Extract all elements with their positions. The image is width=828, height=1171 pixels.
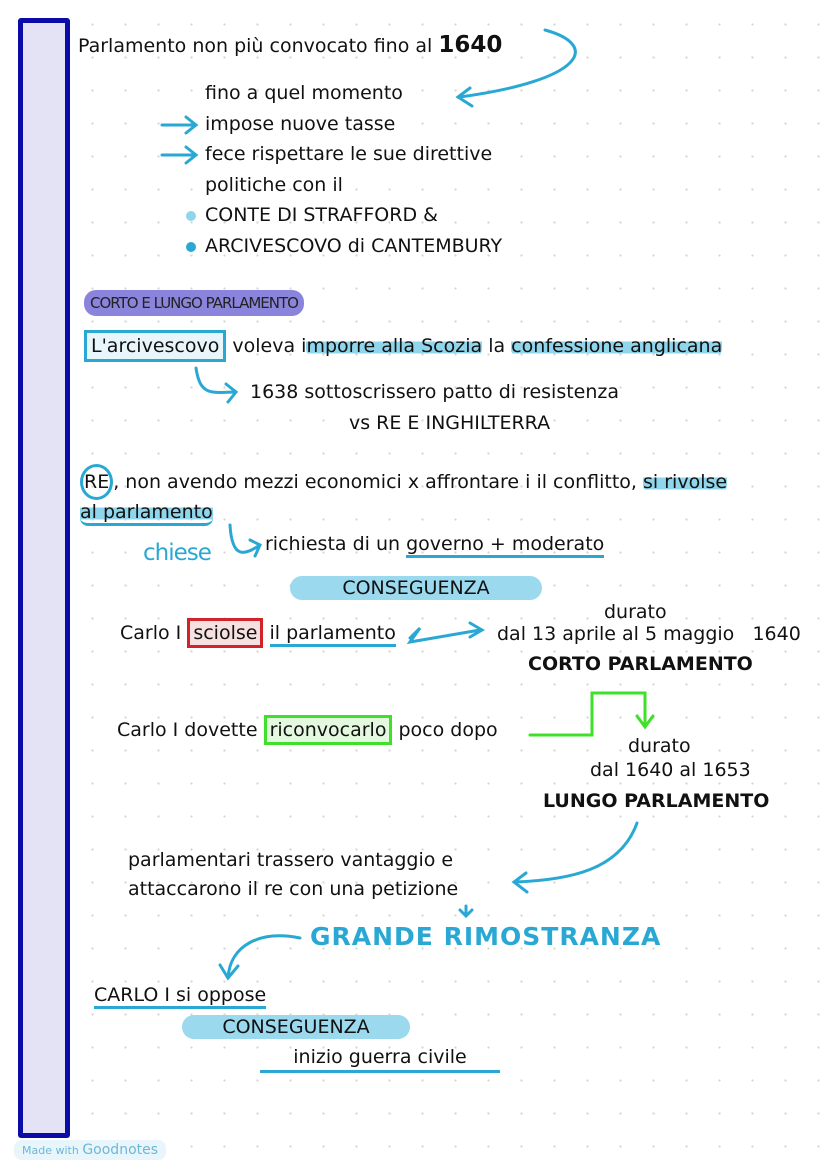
text-line: fino a quel momento xyxy=(205,82,403,104)
bullet-icon xyxy=(186,242,196,252)
text-line: Carlo I sciolse il parlamento xyxy=(120,620,396,646)
bullet-item: CONTE DI STRAFFORD & xyxy=(205,204,438,226)
arrow-icon xyxy=(162,147,196,163)
text-line: Parlamento non più convocato fino al 1640 xyxy=(78,32,503,58)
text-line: dal 13 aprile al 5 maggio 1640 xyxy=(497,623,801,645)
text-line: RE , non avendo mezzi economici x affrontare i il conflitto, si rivolse xyxy=(80,469,727,495)
conseguenza-label: CONSEGUENZA xyxy=(290,576,542,600)
arrow-chiese xyxy=(230,525,260,556)
text-line: Carlo I dovette riconvocarlo poco dopo xyxy=(117,717,498,743)
text-line: L'arcivescovo voleva imporre alla Scozia la confessione anglicana xyxy=(84,333,722,359)
goodnotes-watermark: Made with Goodnotes xyxy=(14,1140,166,1160)
handwritten-note: chiese xyxy=(143,540,211,566)
text-line: 1638 sottoscrissero patto di resistenza xyxy=(250,381,620,403)
bullet-item: ARCIVESCOVO di CANTEMBURY xyxy=(205,235,503,257)
text-line: attaccarono il re con una petizione xyxy=(128,878,459,900)
conseguenza-label: CONSEGUENZA xyxy=(182,1015,410,1039)
arrow-icon xyxy=(162,117,196,133)
bullet-icon xyxy=(186,211,196,221)
heading: GRANDE RIMOSTRANZA xyxy=(310,922,662,951)
heading: CORTO PARLAMENTO xyxy=(528,653,753,675)
curved-arrow-oppose xyxy=(220,936,300,978)
green-step-arrow xyxy=(530,693,653,735)
arrow-patto xyxy=(196,368,236,402)
text-line: inizio guerra civile xyxy=(260,1044,500,1073)
text-line: al parlamento xyxy=(80,499,213,525)
text-line: politiche con il xyxy=(205,174,343,196)
text-line: dal 1640 al 1653 xyxy=(590,759,751,781)
text-line: durato xyxy=(604,601,667,623)
zigzag-arrow xyxy=(410,623,482,642)
text-line: impose nuove tasse xyxy=(205,113,396,135)
curved-arrow-lungo xyxy=(514,823,637,892)
text-line: durato xyxy=(628,735,691,757)
text-line: richiesta di un governo + moderato xyxy=(265,531,604,557)
text-line: parlamentari trassero vantaggio e xyxy=(128,849,454,871)
section-title: CORTO E LUNGO PARLAMENTO xyxy=(84,290,304,316)
text-line: vs RE E INGHILTERRA xyxy=(349,412,551,434)
text-line: fece rispettare le sue direttive xyxy=(205,143,493,165)
text-line: CARLO I si oppose xyxy=(94,982,266,1008)
small-arrow-down xyxy=(460,906,472,916)
heading: LUNGO PARLAMENTO xyxy=(543,790,770,812)
